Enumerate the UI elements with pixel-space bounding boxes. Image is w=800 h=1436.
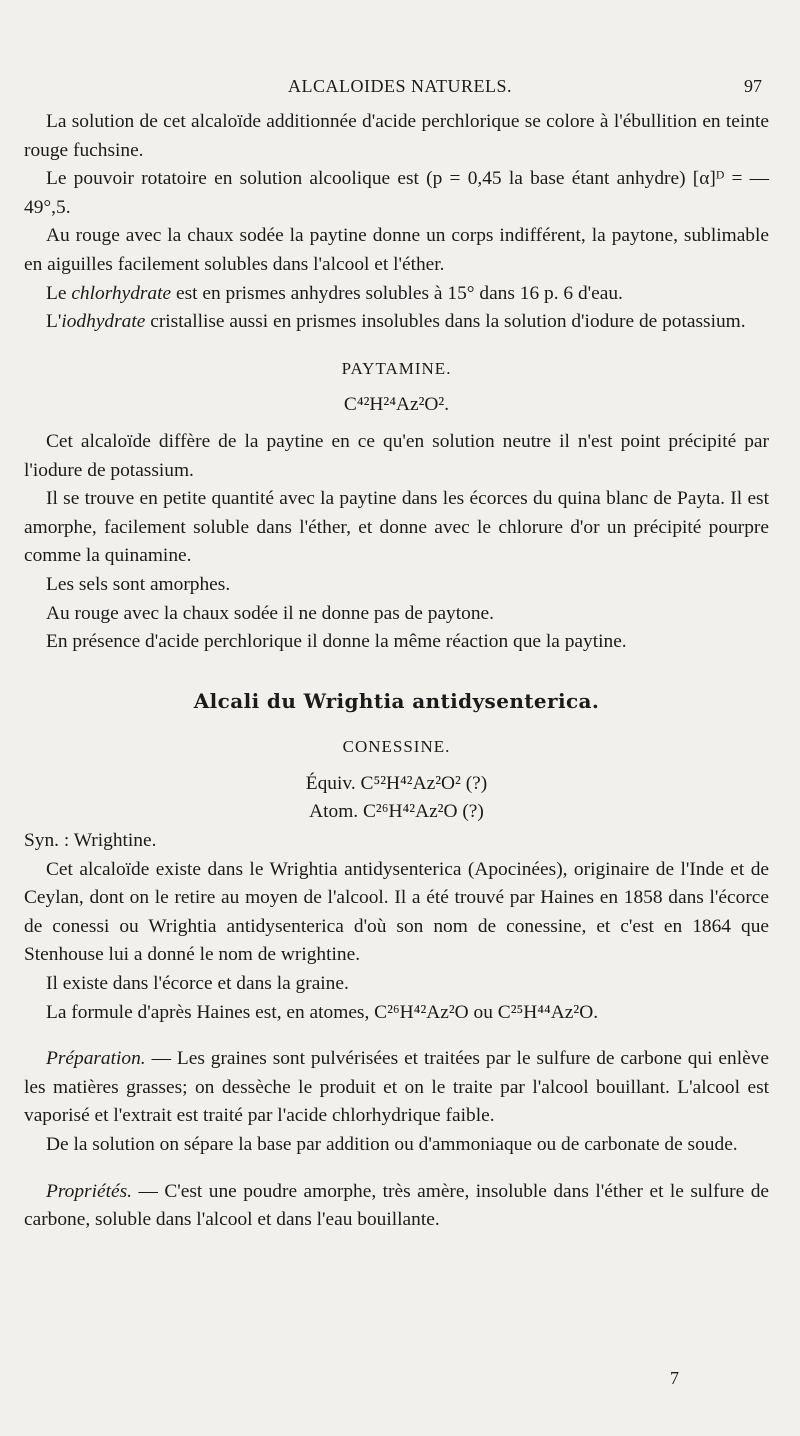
running-title: ALCALOIDES NATURELS. bbox=[288, 76, 512, 96]
formula-equiv: Équiv. C⁵²H⁴²Az²O² (?) bbox=[305, 772, 488, 794]
paragraph: Cet alcaloïde existe dans le Wrightia antidysenterica (Apocinées), originaire de l'Inde et de Ceylan, dont on le retire au moyen de l'alcool. Il a été trouvé par Haines en 1858 dans l'écorce de conessi ou Wrightia antidysenterica d'où son nom de conessine, et c'est en 1864 que Stenhouse lui a donné le nom de wrightine. bbox=[24, 858, 769, 966]
heading-paytamine: PAYTAMINE. bbox=[341, 358, 452, 378]
italic-label: Préparation. bbox=[46, 1048, 146, 1070]
italic-label: Propriétés. bbox=[46, 1180, 132, 1202]
paragraph-proprietes bbox=[24, 1178, 769, 1235]
formula-paytamine: C⁴²H²⁴Az²O². bbox=[343, 394, 450, 416]
paragraph-chlorhydrate bbox=[24, 280, 769, 309]
paragraph: De la solution on sépare la base par addition ou d'ammoniaque ou de carbonate de soude. bbox=[46, 1134, 738, 1155]
paragraph-rest: — C'est une poudre amorphe, très amère, insoluble dans l'éther et le sulfure de carbone, soluble dans l'alcool et dans l'eau bouillante. bbox=[24, 1180, 769, 1231]
paragraph-rest: — Les graines sont pulvérisées et traitées par le sulfure de carbone qui enlève les matières grasses; on dessèche le produit et on le traite par l'alcool bouillant. L'alcool est vaporisé et l'extrait est traité par l'acide chlorhydrique faible. bbox=[24, 1048, 769, 1127]
paragraph: La formule d'après Haines est, en atomes, C²⁶H⁴²Az²O ou C²⁵H⁴⁴Az²O. bbox=[46, 1001, 599, 1023]
paragraph: Il se trouve en petite quantité avec la paytine dans les écorces du quina blanc de Payta. Il est amorphe, facilement soluble dans l'éther, et donne avec le chlorure d'or un précipité pourpre comme la quinamine. bbox=[24, 488, 769, 567]
paragraph-rest: est en prismes anhydres solubles à 15° dans 16 p. 6 d'eau. bbox=[171, 282, 623, 304]
paragraph: Il existe dans l'écorce et dans la graine. bbox=[46, 973, 349, 995]
italic-term: iodhydrate bbox=[61, 311, 146, 333]
paragraph: Le pouvoir rotatoire en solution alcoolique est (p = 0,45 la base étant anhydre) [α]ᴰ = — 49°,5. bbox=[24, 168, 769, 218]
page-number: 97 bbox=[744, 76, 762, 96]
italic-term: chlorhydrate bbox=[71, 282, 172, 304]
paragraph: Cet alcaloïde diffère de la paytine en ce qu'en solution neutre il n'est point précipité par l'iodure de potassium. bbox=[24, 430, 769, 481]
paragraph-preparation bbox=[24, 1045, 769, 1131]
paragraph: En présence d'acide perchlorique il donne la même réaction que la paytine. bbox=[46, 631, 627, 653]
heading-conessine: CONESSINE. bbox=[342, 737, 451, 757]
paragraph: La solution de cet alcaloïde additionnée d'acide perchlorique se colore à l'ébullition en teinte rouge fuchsine. bbox=[24, 111, 769, 161]
lead-article: Le bbox=[46, 282, 72, 304]
paragraph: Au rouge avec la chaux sodée il ne donne pas de paytone. bbox=[46, 602, 494, 624]
formula-atom: Atom. C²⁶H⁴²Az²O (?) bbox=[309, 801, 484, 823]
synonym-line: Syn. : Wrightine. bbox=[24, 830, 157, 852]
signature-mark: 7 bbox=[670, 1368, 679, 1388]
section-title: Alcali du Wrightia antidysenterica. bbox=[193, 688, 600, 713]
body-text bbox=[24, 108, 769, 1235]
paragraph: Au rouge avec la chaux sodée la paytine donne un corps indifférent, la paytone, sublimable en aiguilles facilement solubles dans l'alcool et l'éther. bbox=[24, 225, 769, 275]
paragraph-iodhydrate bbox=[24, 308, 769, 337]
paragraph: Les sels sont amorphes. bbox=[46, 573, 231, 595]
running-header bbox=[0, 76, 800, 102]
lead-article: L' bbox=[46, 311, 62, 333]
paragraph-rest: cristallise aussi en prismes insolubles dans la solution d'iodure de potassium. bbox=[145, 311, 746, 333]
